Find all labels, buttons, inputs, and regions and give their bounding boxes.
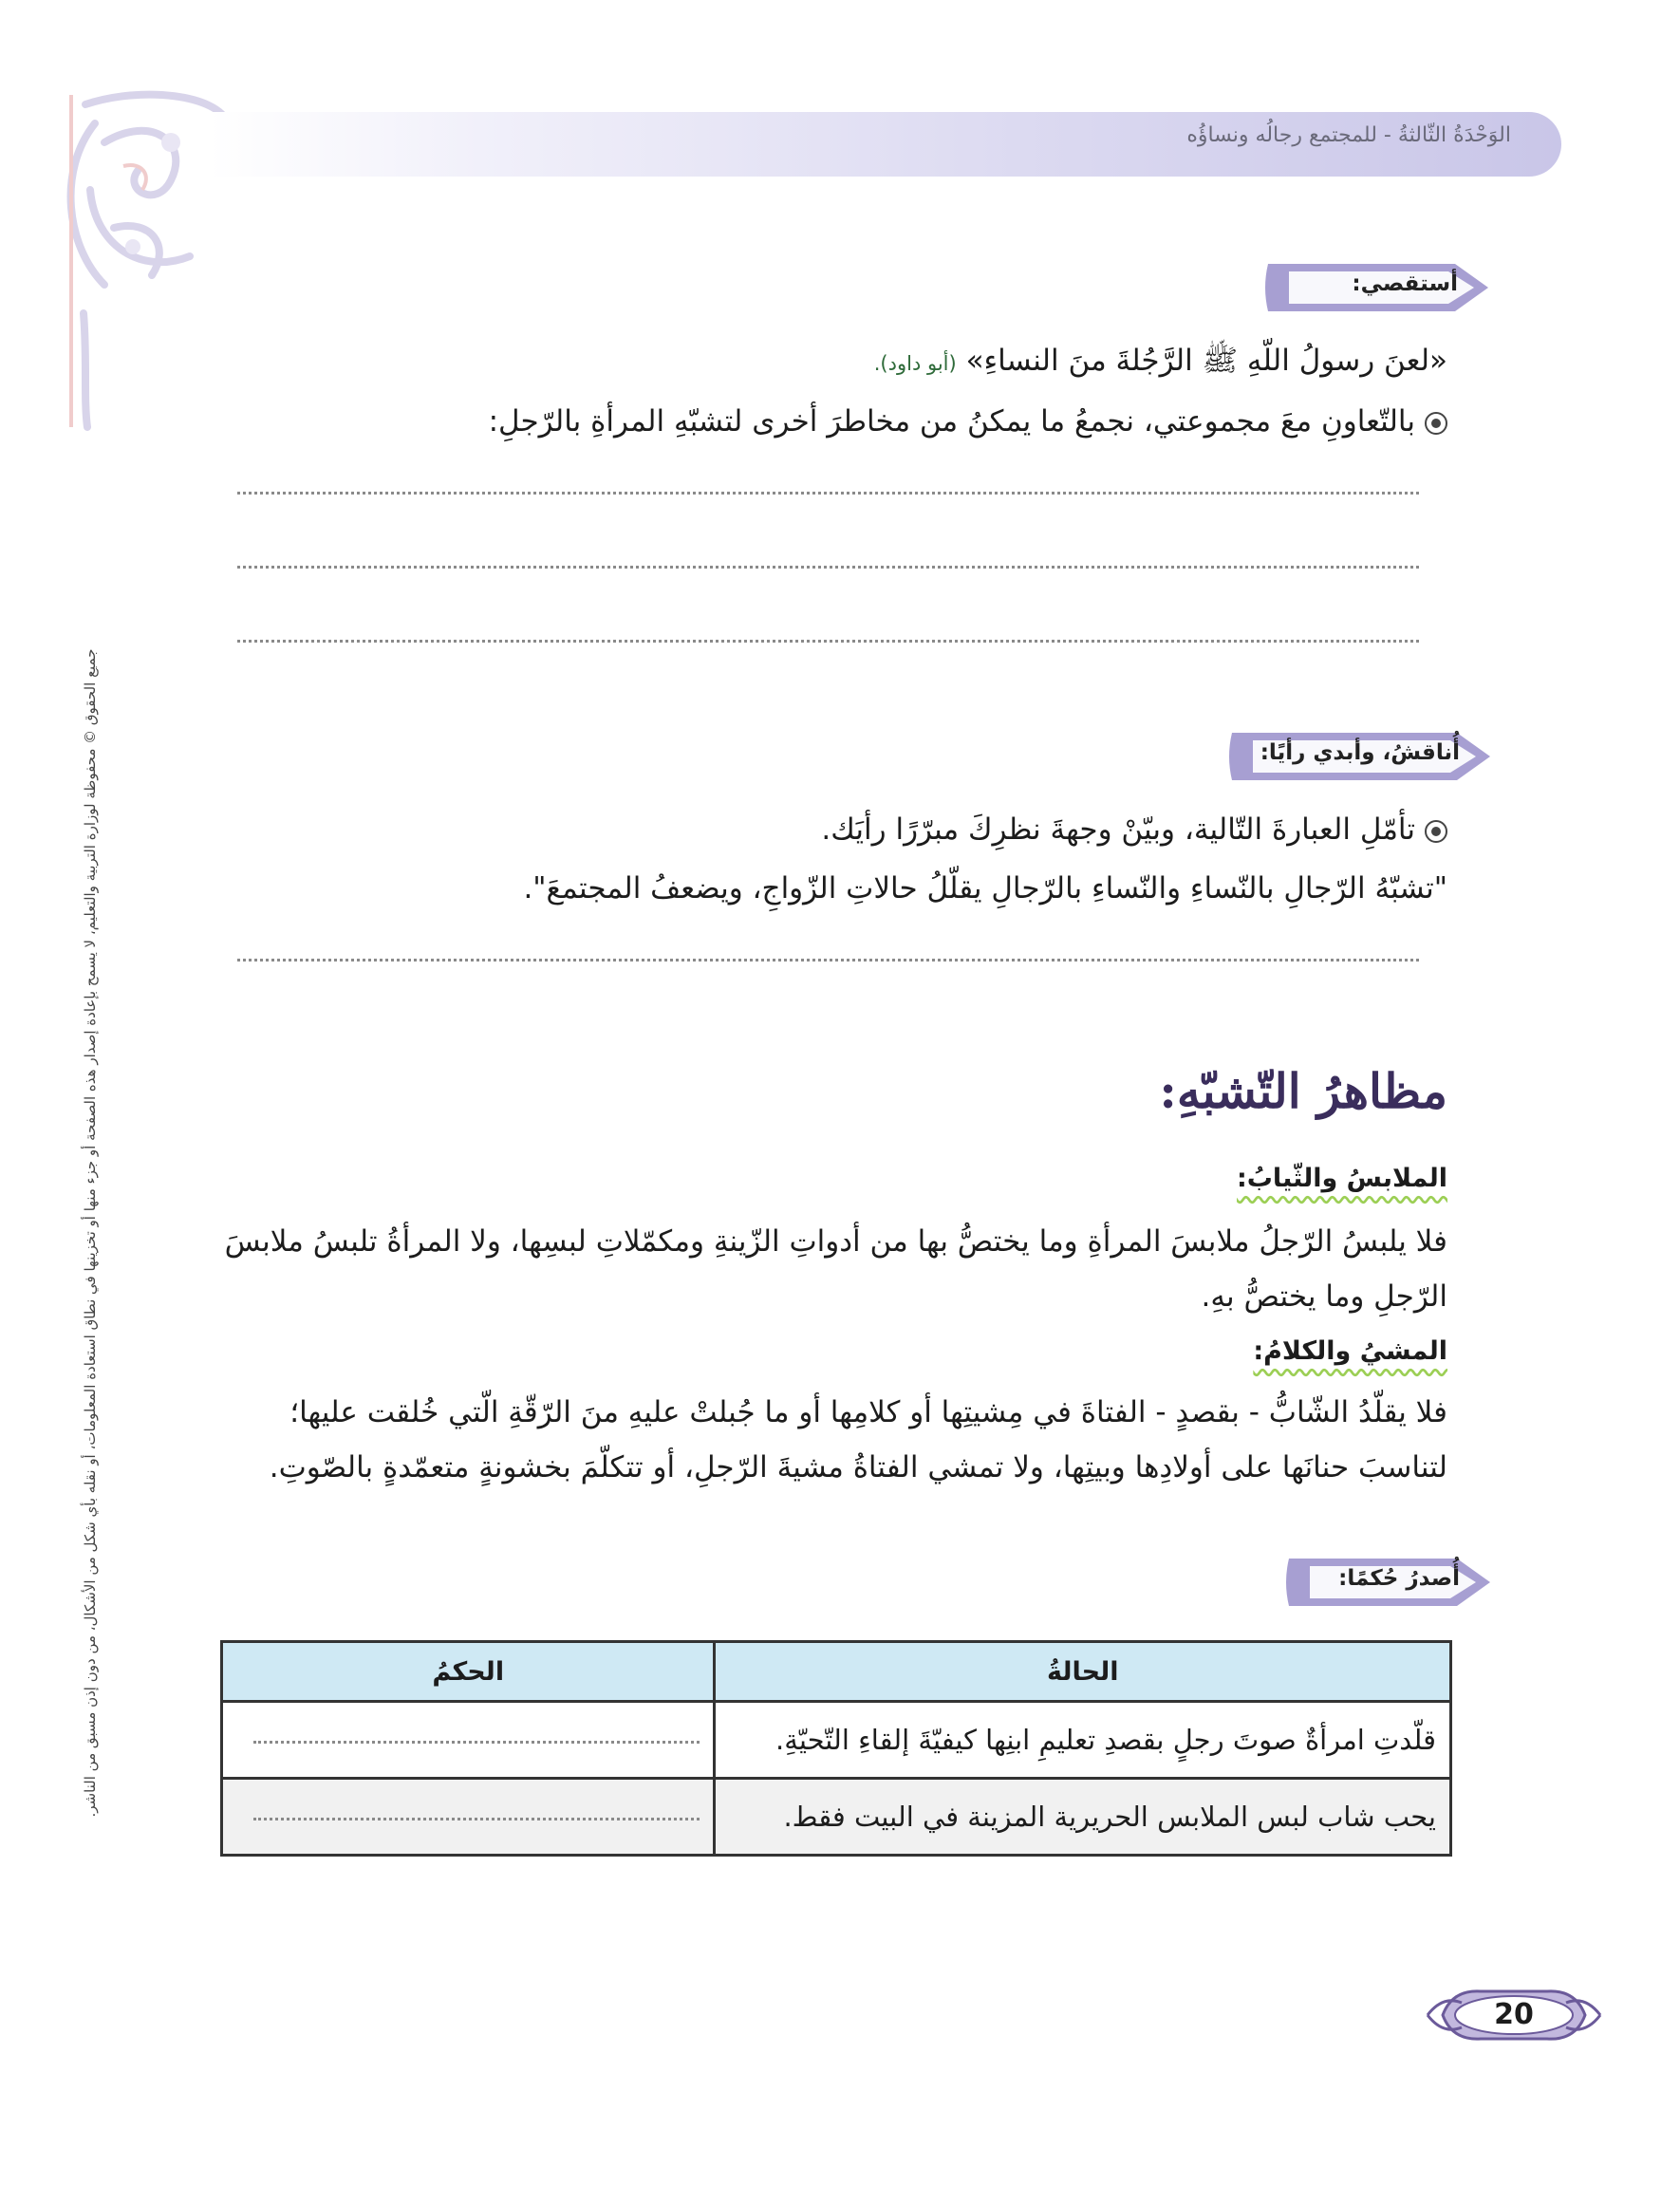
tag-label: أُصدرُ حُكمًا: [1338, 1566, 1460, 1591]
answer-line[interactable] [237, 640, 1419, 643]
judgement-table [220, 1640, 1452, 1857]
judgement-cell[interactable] [222, 1702, 715, 1779]
copyright-side-note: جميع الحقوق © محفوظة لوزارة التربية والتعليم، لا يسمح بإعادة إصدار هذه الصفحة أو جزء منها أو تخزينها في نطاق استعادة المعلومات، أو نقله بأي شكل من الأشكال، من دون إذن مسبق من الناشر. [82, 648, 99, 1818]
section-tag-judge [1281, 1549, 1509, 1615]
paragraph-line: فلا يلبسُ الرّجلُ ملابسَ المرأةِ وما يختصُّ بها من أدواتِ الزّينةِ ومكمّلاتِ لبسِها، ولا المرأةُ تلبسُ ملابسَ [224, 1224, 1447, 1259]
instruction-collect [489, 397, 1447, 446]
section-tag-investigate [1260, 254, 1507, 321]
instruction-text: بالتّعاونِ معَ مجموعتي، نجمعُ ما يمكنُ من مخاطرَ أخرى لتشبّهِ المرأةِ بالرّجلِ: [488, 404, 1415, 439]
subheading-walking-speech [1253, 1336, 1447, 1366]
tag-label: أُناقشُ، وأبدي رأيًا: [1260, 740, 1460, 765]
answer-line[interactable] [237, 492, 1419, 495]
answer-line[interactable] [253, 1818, 700, 1820]
table-row [222, 1702, 1451, 1779]
section-heading: مظاهرُ التّشبّهِ: [1159, 1063, 1447, 1119]
subheading-text: الملابسُ والثّيابُ: [1237, 1164, 1447, 1193]
paragraph-line: فلا يقلّدُ الشّابُّ - بقصدٍ - الفتاةَ في مِشيتِها أو كلامِها أو ما جُبلتْ عليهِ منَ الرّقّةِ الّتي خُلقت عليها؛ [289, 1395, 1447, 1429]
unit-title: الوَحْدَةُ الثّالثةُ - للمجتمع رجالُه ونساؤُه [1186, 123, 1511, 147]
answer-line[interactable] [253, 1741, 700, 1744]
table-header-row [222, 1642, 1451, 1702]
hadith-quote [874, 336, 1447, 388]
subheading-clothing [1237, 1164, 1447, 1193]
answer-line[interactable] [237, 566, 1419, 569]
page-number: 20 [1494, 1998, 1534, 2031]
statement-quote: "تشبّهُ الرّجالِ بالنّساءِ والنّساءِ بالرّجالِ يقلّلُ حالاتِ الزّواجِ، ويضعفُ المجتمعَ". [523, 871, 1447, 905]
case-cell: يحب شاب لبس الملابس الحريرية المزينة في البيت فقط. [715, 1779, 1451, 1856]
section-tag-discuss [1224, 723, 1509, 790]
subheading-text: المشيُ والكلامُ: [1253, 1336, 1447, 1366]
bullet-icon [1425, 412, 1447, 435]
hadith-source: (أبو داود). [873, 352, 957, 375]
tag-label: أستقصي: [1352, 271, 1458, 296]
answer-line[interactable] [237, 959, 1419, 961]
paragraph-line: لتناسبَ حنانَها على أولادِها وبيتِها، ولا تمشي الفتاةُ مشيةَ الرّجلِ، أو تتكلّمَ بخشونةٍ متعمّدةٍ بالصّوتِ. [269, 1450, 1447, 1484]
column-header-judgement: الحكمُ [222, 1642, 715, 1702]
corner-ornament-icon [0, 0, 237, 437]
judgement-cell[interactable] [222, 1779, 715, 1856]
bullet-icon [1425, 820, 1447, 843]
table-row [222, 1779, 1451, 1856]
case-cell: قلّدتِ امرأةٌ صوتَ رجلٍ بقصدِ تعليمِ ابنِها كيفيّةَ إلقاءِ التّحيّةِ. [715, 1702, 1451, 1779]
instruction-text: تأمّلِ العبارةَ التّالية، وبيّنْ وجهةَ نظرِكَ مبرّرًا رأيَك. [821, 812, 1415, 847]
column-header-case: الحالةُ [715, 1642, 1451, 1702]
instruction-reflect [821, 805, 1447, 854]
paragraph-line: الرّجلِ وما يختصُّ بهِ. [1201, 1279, 1447, 1314]
hadith-text: «لعنَ رسولُ اللّهِ ﷺ الرَّجُلةَ منَ النساءِ» [965, 344, 1447, 378]
